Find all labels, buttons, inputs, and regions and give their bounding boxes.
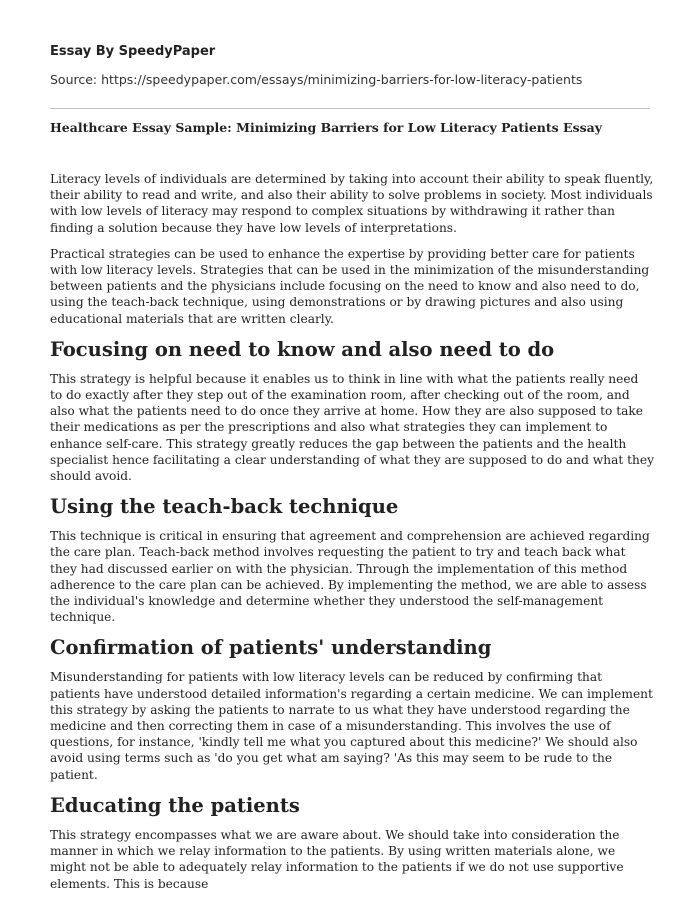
section-paragraph-confirmation: Misunderstanding for patients with low literacy levels can be reduced by confirming that patients have understood detailed information's regarding a certain medicine. We can implement this strategy by asking the patients to narrate to us what they have understood regarding the medicine and then correcting them in case of a misunderstanding. This involves the use of questions, for instance, 'kindly tell me what you captured about this medicine?' We should also avoid using terms such as 'do you get what am saying? 'As this may seem to be rude to the patient. xyxy=(50,670,653,782)
intro-paragraph-1: Literacy levels of individuals are determined by taking into account their ability to speak fluently, their ability to read and write, and also their ability to solve problems in society. Most individuals with low levels of literacy may respond to complex situations by withdrawing it rather than finding a solution because they have low levels of interpretations. xyxy=(50,172,654,235)
section-paragraph-teach-back: This technique is critical in ensuring that agreement and comprehension are achieved regarding the care plan. Teach-back method involves requesting the patient to try and teach back what they had discussed earlier on with the physician. Through the implementation of this method adherence to the care plan can be achieved. By implementing the method, we are able to assess the individual's knowledge and determine whether they understood the self-management technique. xyxy=(50,529,650,625)
section-paragraph-educating: This strategy encompasses what we are aware about. We should take into consideration the manner in which we relay information to the patients. By using written materials alone, we might not be able to adequately relay information to the patients if we do not use supportive elements. This is because xyxy=(50,827,624,891)
intro-paragraph-2: Practical strategies can be used to enhance the expertise by providing better care for patients with low literacy levels. Strategies that can be used in the minimization of the misunderstanding between patients and the physicians include focusing on the need to know and also need to do, using the teach-back technique, using demonstrations or by drawing pictures and also using educational materials that are written clearly. xyxy=(50,246,650,326)
brand-label: Essay By SpeedyPaper xyxy=(50,44,216,59)
essay-body xyxy=(50,171,654,902)
section-heading-confirmation: Confirmation of patients' understanding xyxy=(50,636,492,660)
divider xyxy=(50,108,650,109)
section-paragraph-need-to-know: This strategy is helpful because it enables us to think in line with what the patients really need to do exactly after they step out of the examination room, after checking out of the room, and also what the patients need to do once they arrive at home. How they are also supposed to take their medications as per the prescriptions and also what strategies they can implement to enhance self-care. This strategy greatly reduces the gap between the patients and the health specialist hence facilitating a clear understanding of what they are supposed to do and what they should avoid. xyxy=(50,371,654,484)
section-heading-educating: Educating the patients xyxy=(50,793,300,817)
section-heading-need-to-know: Focusing on need to know and also need to do xyxy=(50,337,555,361)
source-line: Source: https://speedypaper.com/essays/minimizing-barriers-for-low-literacy-patients xyxy=(50,72,583,87)
section-heading-teach-back: Using the teach-back technique xyxy=(50,495,399,519)
essay-title: Healthcare Essay Sample: Minimizing Barriers for Low Literacy Patients Essay xyxy=(50,120,603,135)
